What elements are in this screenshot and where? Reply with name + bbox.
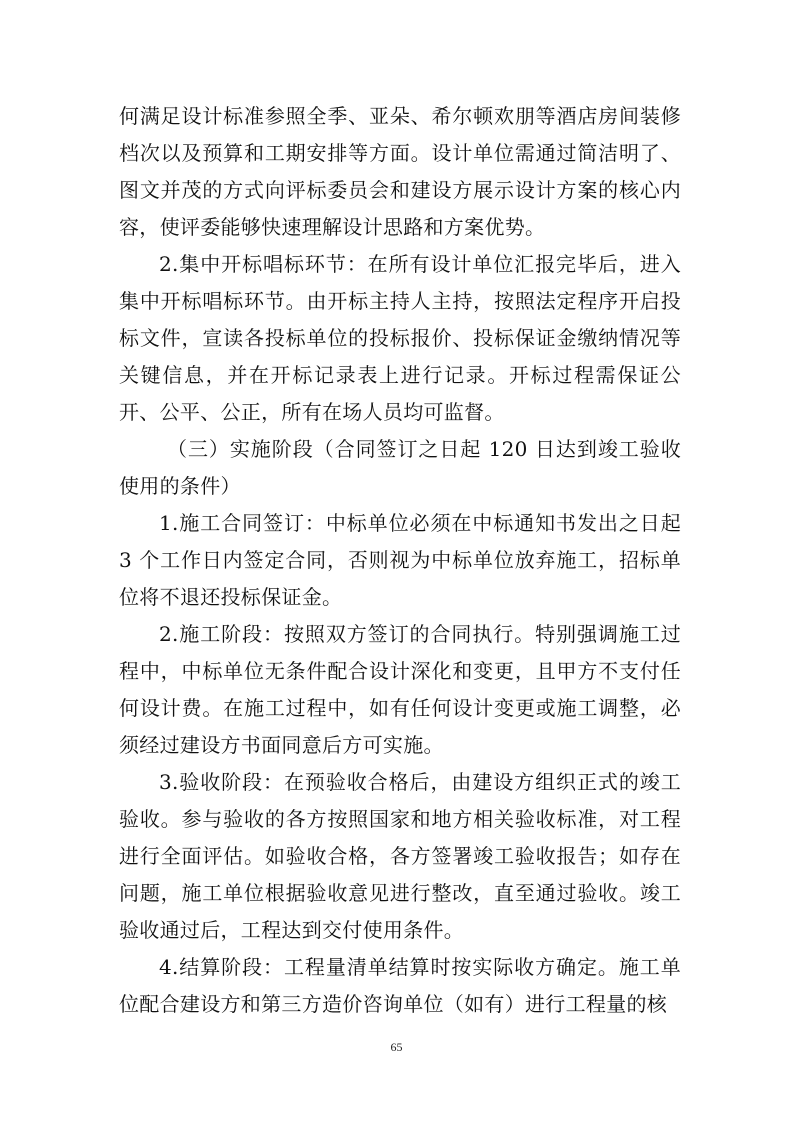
paragraph-bid-opening: 2.集中开标唱标环节：在所有设计单位汇报完毕后，进入集中开标唱标环节。由开标主持人主持，按照法定程序开启投标文件，宣读各投标单位的投标报价、投标保证金缴纳情况等关键信息，并在开标记录表上进行记录。开标过程需保证公开、公平、公正，所有在场人员均可监督。 [119, 252, 681, 424]
page-number: 65 [390, 1040, 403, 1054]
paragraph-acceptance-stage: 3.验收阶段：在预验收合格后，由建设方组织正式的竣工验收。参与验收的各方按照国家和地方相关验收标准，对工程进行全面评估。如验收合格，各方签署竣工验收报告；如存在问题，施工单位根据验收意见进行整改，直至通过验收。竣工验收通过后，工程达到交付使用条件。 [119, 770, 681, 942]
body-text [119, 98, 681, 1023]
paragraph-settlement-stage: 4.结算阶段：工程量清单结算时按实际收方确定。施工单位配合建设方和第三方造价咨询单位（如有）进行工程量的核 [119, 955, 681, 1016]
section-heading-implementation: （三）实施阶段（合同签订之日起 120 日达到竣工验收使用的条件） [119, 437, 681, 498]
paragraph-continuation: 何满足设计标准参照全季、亚朵、希尔顿欢朋等酒店房间装修档次以及预算和工期安排等方面。设计单位需通过简洁明了、图文并茂的方式向评标委员会和建设方展示设计方案的核心内容，使评委能够快速理解设计思路和方案优势。 [119, 104, 681, 239]
paragraph-construction-stage: 2.施工阶段：按照双方签订的合同执行。特别强调施工过程中，中标单位无条件配合设计深化和变更，且甲方不支付任何设计费。在施工过程中，如有任何设计变更或施工调整，必须经过建设方书面同意后方可实施。 [119, 622, 681, 757]
paragraph-contract-signing: 1.施工合同签订：中标单位必须在中标通知书发出之日起 3 个工作日内签定合同，否则视为中标单位放弃施工，招标单位将不退还投标保证金。 [119, 511, 681, 609]
